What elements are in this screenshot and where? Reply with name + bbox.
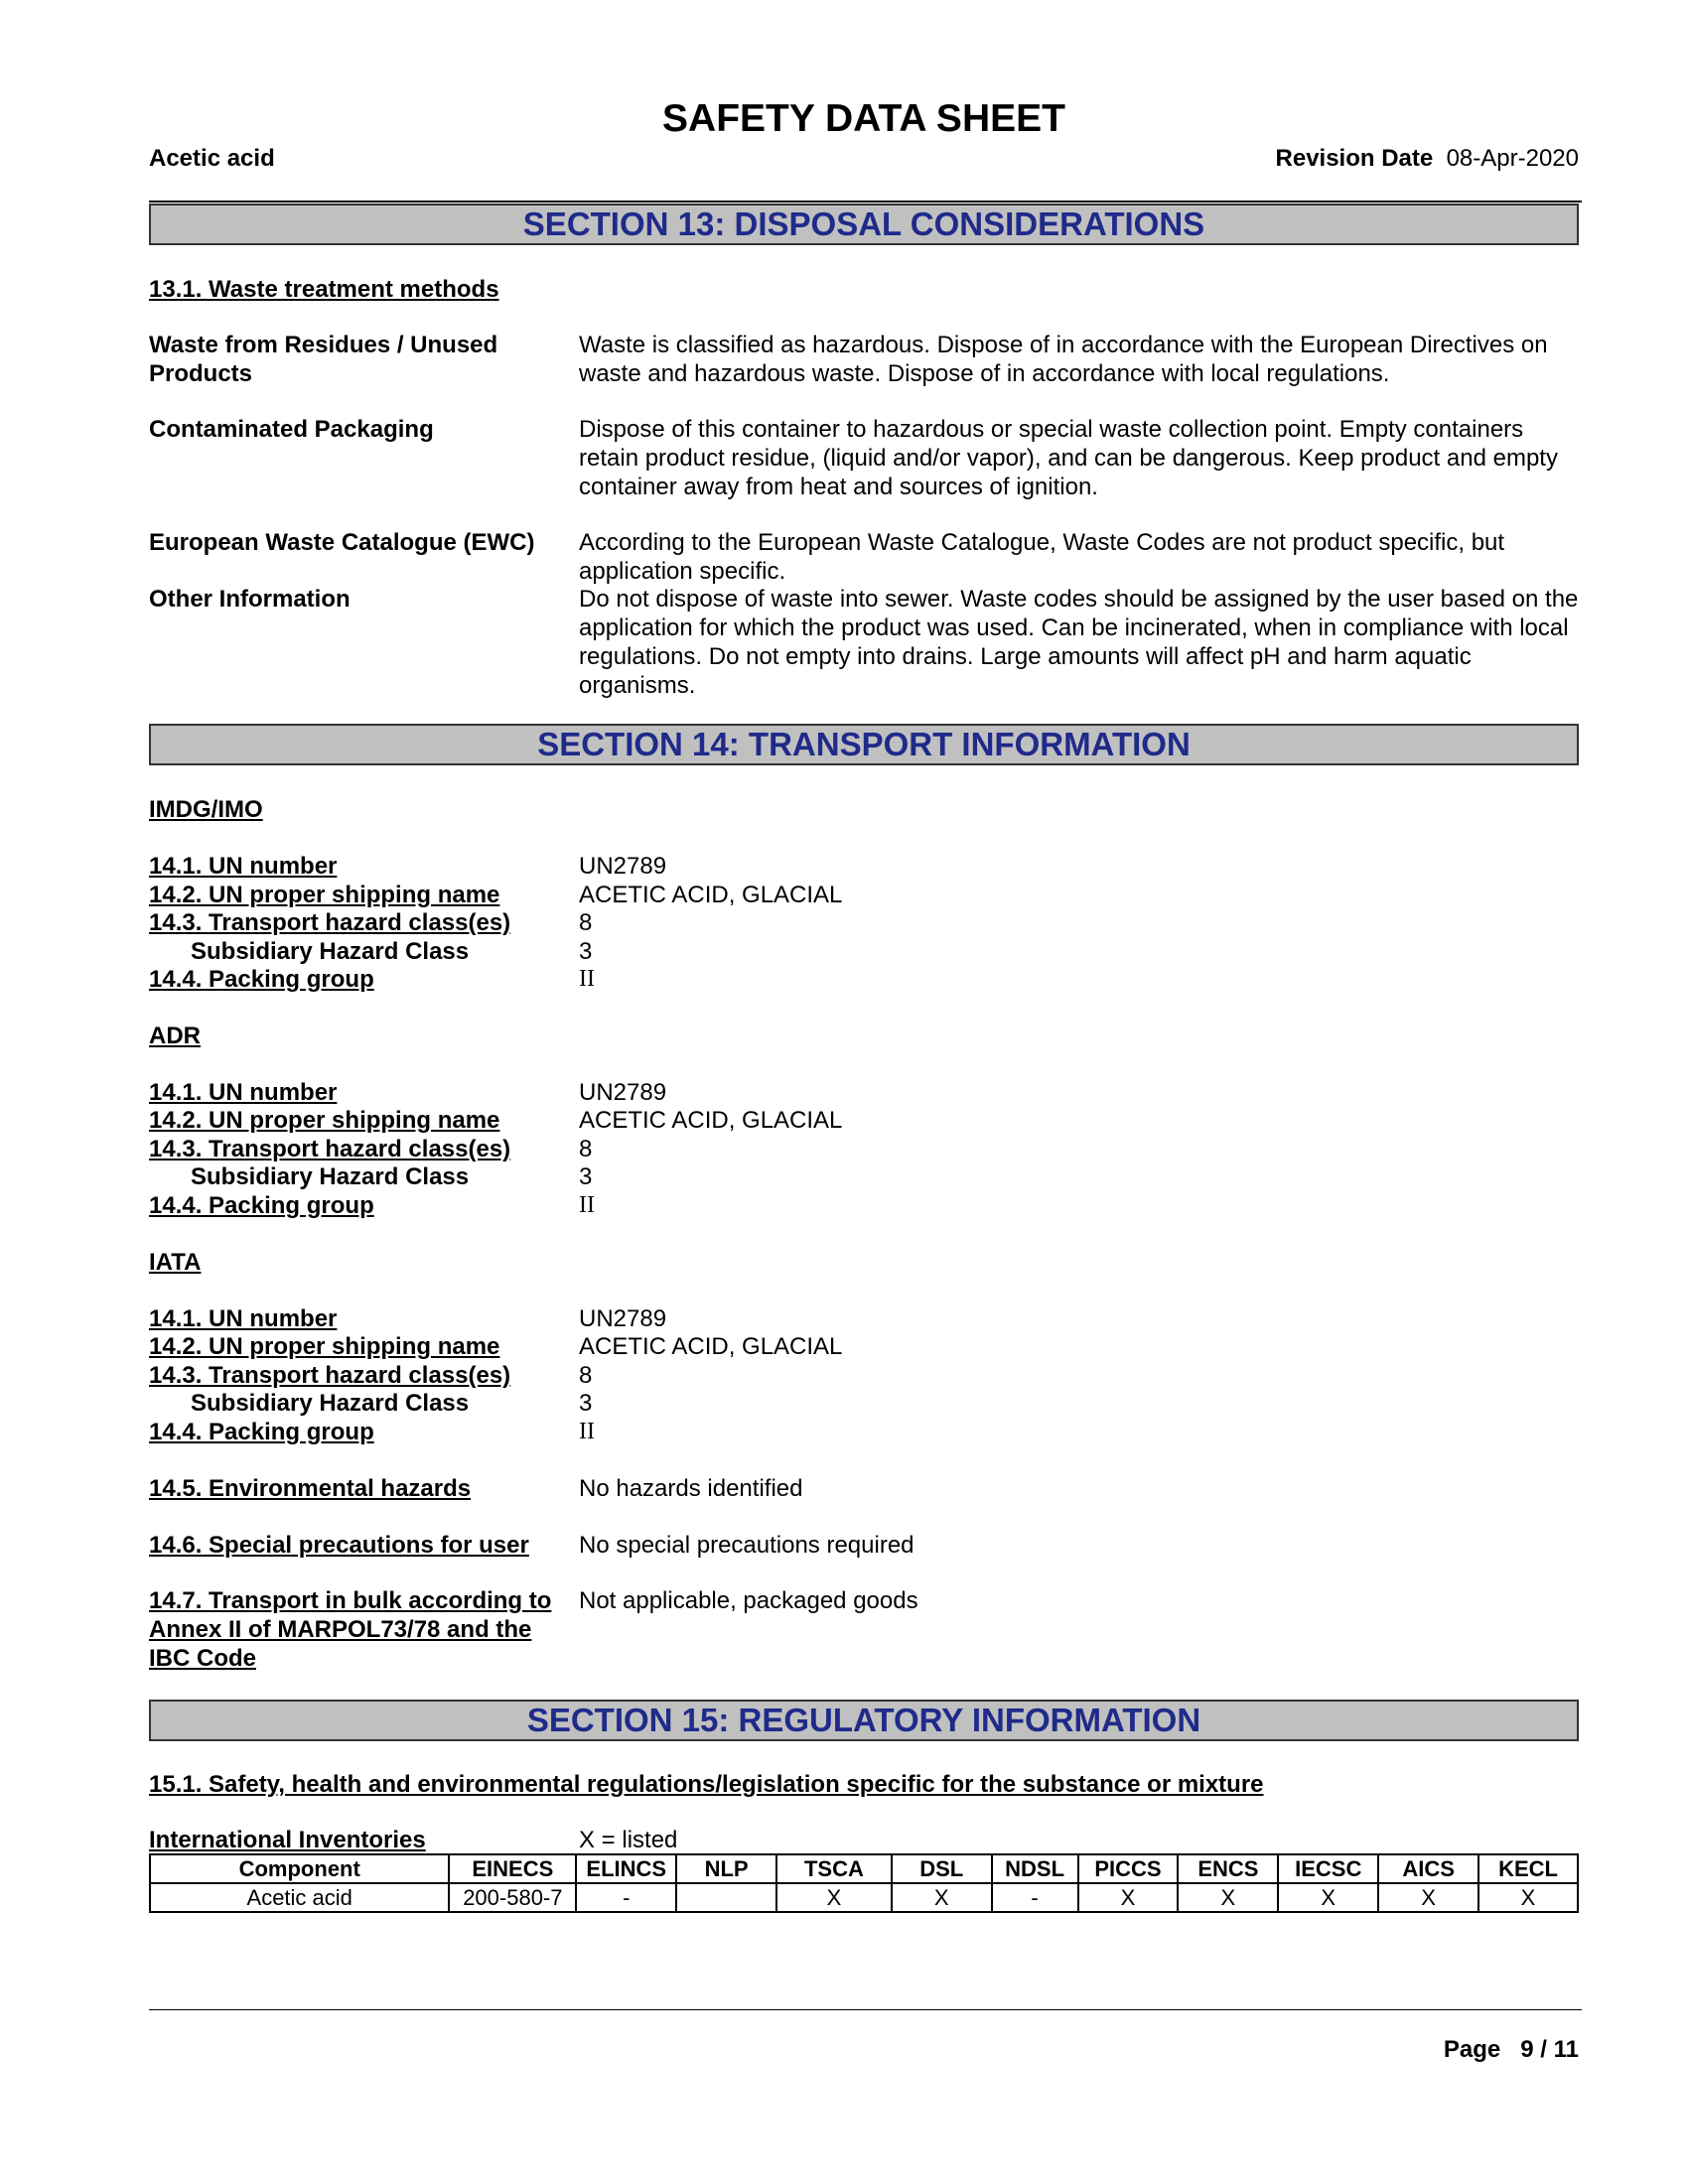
imdg-packing-label: 14.4. Packing group xyxy=(149,966,374,993)
subsection-13-1: 13.1. Waste treatment methods xyxy=(149,276,499,303)
column-header: NLP xyxy=(676,1854,776,1883)
mode-name-imdg: IMDG/IMO xyxy=(149,796,263,823)
table-cell: X xyxy=(1078,1883,1179,1912)
inventories-table xyxy=(149,1853,1579,1913)
iata-shipping-name: ACETIC ACID, GLACIAL xyxy=(579,1333,843,1360)
iata-shipping-name-label: 14.2. UN proper shipping name xyxy=(149,1333,500,1360)
iata-hazard-class-label: 14.3. Transport hazard class(es) xyxy=(149,1362,511,1389)
column-header: EINECS xyxy=(449,1854,576,1883)
other-info-value: Do not dispose of waste into sewer. Waste codes should be assigned by the user based on the application for which the product was used. Can be incinerated, when in compliance with local regulations. Do not empty into drains. Large amounts will affect pH and harm aquatic organisms. xyxy=(579,586,1579,699)
special-precautions-label: 14.6. Special precautions for user xyxy=(149,1532,529,1559)
imdg-shipping-name: ACETIC ACID, GLACIAL xyxy=(579,882,843,908)
imdg-hazard-class: 8 xyxy=(579,909,593,936)
imdg-subsidiary: 3 xyxy=(579,938,593,965)
iata-subsidiary-label: Subsidiary Hazard Class xyxy=(191,1390,470,1417)
iata-subsidiary: 3 xyxy=(579,1390,593,1417)
contaminated-packaging-value: Dispose of this container to hazardous or special waste collection point. Empty containers retain product residue, (liquid and/or vapor), and can be dangerous. Keep product and empty container away from heat and sources of ignition. xyxy=(579,416,1558,500)
column-header: NDSL xyxy=(992,1854,1078,1883)
imdg-hazard-class-label: 14.3. Transport hazard class(es) xyxy=(149,909,511,936)
imdg-packing: II xyxy=(579,966,595,992)
imdg-subsidiary-label: Subsidiary Hazard Class xyxy=(191,938,470,965)
column-header: AICS xyxy=(1378,1854,1478,1883)
bulk-transport-value: Not applicable, packaged goods xyxy=(579,1587,918,1614)
table-cell: X xyxy=(1178,1883,1278,1912)
imdg-un-number-label: 14.1. UN number xyxy=(149,853,338,880)
page-label: Page xyxy=(1443,2036,1501,2063)
table-cell xyxy=(676,1883,776,1912)
iata-hazard-class: 8 xyxy=(579,1362,593,1389)
waste-residues-value: Waste is classified as hazardous. Dispose of in accordance with the European Directives on waste and hazardous waste. Dispose of in accordance with local regulations. xyxy=(579,332,1548,387)
table-cell: X xyxy=(892,1883,992,1912)
section-13-heading: SECTION 13: DISPOSAL CONSIDERATIONS xyxy=(149,204,1579,245)
column-header: IECSC xyxy=(1278,1854,1378,1883)
iata-un-number-label: 14.1. UN number xyxy=(149,1305,338,1332)
column-header: KECL xyxy=(1478,1854,1578,1883)
section-15-heading: SECTION 15: REGULATORY INFORMATION xyxy=(149,1700,1579,1741)
special-precautions-value: No special precautions required xyxy=(579,1532,914,1559)
document-page xyxy=(149,0,1579,2184)
column-header: ELINCS xyxy=(576,1854,676,1883)
column-header: TSCA xyxy=(776,1854,892,1883)
table-cell: Acetic acid xyxy=(150,1883,449,1912)
table-cell: X xyxy=(1378,1883,1478,1912)
adr-hazard-class: 8 xyxy=(579,1136,593,1162)
mode-name-iata: IATA xyxy=(149,1249,202,1276)
adr-subsidiary: 3 xyxy=(579,1163,593,1190)
contaminated-packaging-label: Contaminated Packaging xyxy=(149,416,434,443)
revision-info xyxy=(1276,145,1579,173)
table-cell: - xyxy=(992,1883,1078,1912)
bulk-transport-label: 14.7. Transport in bulk according to Annex II of MARPOL73/78 and the IBC Code xyxy=(149,1587,552,1672)
table-header-row xyxy=(150,1854,1578,1883)
subsection-15-1: 15.1. Safety, health and environmental regulations/legislation specific for the substance or mixture xyxy=(149,1771,1264,1798)
table-cell: X xyxy=(776,1883,892,1912)
env-hazards-value: No hazards identified xyxy=(579,1475,803,1502)
header-rule xyxy=(149,201,1582,203)
column-header: Component xyxy=(150,1854,449,1883)
column-header: ENCS xyxy=(1178,1854,1278,1883)
table-cell: - xyxy=(576,1883,676,1912)
imdg-un-number: UN2789 xyxy=(579,853,667,880)
column-header: PICCS xyxy=(1078,1854,1179,1883)
product-name: Acetic acid xyxy=(149,145,275,172)
adr-packing: II xyxy=(579,1192,595,1218)
adr-hazard-class-label: 14.3. Transport hazard class(es) xyxy=(149,1136,511,1162)
inventories-legend: X = listed xyxy=(579,1827,678,1853)
table-cell: X xyxy=(1478,1883,1578,1912)
mode-name-adr: ADR xyxy=(149,1023,201,1049)
footer-rule xyxy=(149,2009,1582,2010)
iata-packing: II xyxy=(579,1419,595,1444)
imdg-shipping-name-label: 14.2. UN proper shipping name xyxy=(149,882,500,908)
env-hazards-label: 14.5. Environmental hazards xyxy=(149,1475,472,1502)
waste-residues-label: Waste from Residues / Unused Products xyxy=(149,332,498,387)
table-cell: X xyxy=(1278,1883,1378,1912)
iata-un-number: UN2789 xyxy=(579,1305,667,1332)
adr-shipping-name-label: 14.2. UN proper shipping name xyxy=(149,1107,500,1134)
adr-un-number-label: 14.1. UN number xyxy=(149,1079,338,1106)
section-14-heading: SECTION 14: TRANSPORT INFORMATION xyxy=(149,724,1579,765)
table-row xyxy=(150,1883,1578,1912)
adr-shipping-name: ACETIC ACID, GLACIAL xyxy=(579,1107,843,1134)
revision-date: 08-Apr-2020 xyxy=(1446,145,1579,172)
ewc-label: European Waste Catalogue (EWC) xyxy=(149,529,535,556)
document-title: SAFETY DATA SHEET xyxy=(662,97,1065,140)
page-number xyxy=(1444,2035,1579,2064)
adr-packing-label: 14.4. Packing group xyxy=(149,1192,374,1219)
adr-subsidiary-label: Subsidiary Hazard Class xyxy=(191,1163,470,1190)
table-cell: 200-580-7 xyxy=(449,1883,576,1912)
inventories-label: International Inventories xyxy=(149,1827,426,1853)
ewc-value: According to the European Waste Catalogue, Waste Codes are not product specific, but application specific. xyxy=(579,529,1505,585)
page-value: 9 / 11 xyxy=(1520,2036,1579,2063)
iata-packing-label: 14.4. Packing group xyxy=(149,1419,374,1445)
revision-label: Revision Date xyxy=(1275,145,1434,172)
other-info-label: Other Information xyxy=(149,586,351,613)
adr-un-number: UN2789 xyxy=(579,1079,667,1106)
column-header: DSL xyxy=(892,1854,992,1883)
